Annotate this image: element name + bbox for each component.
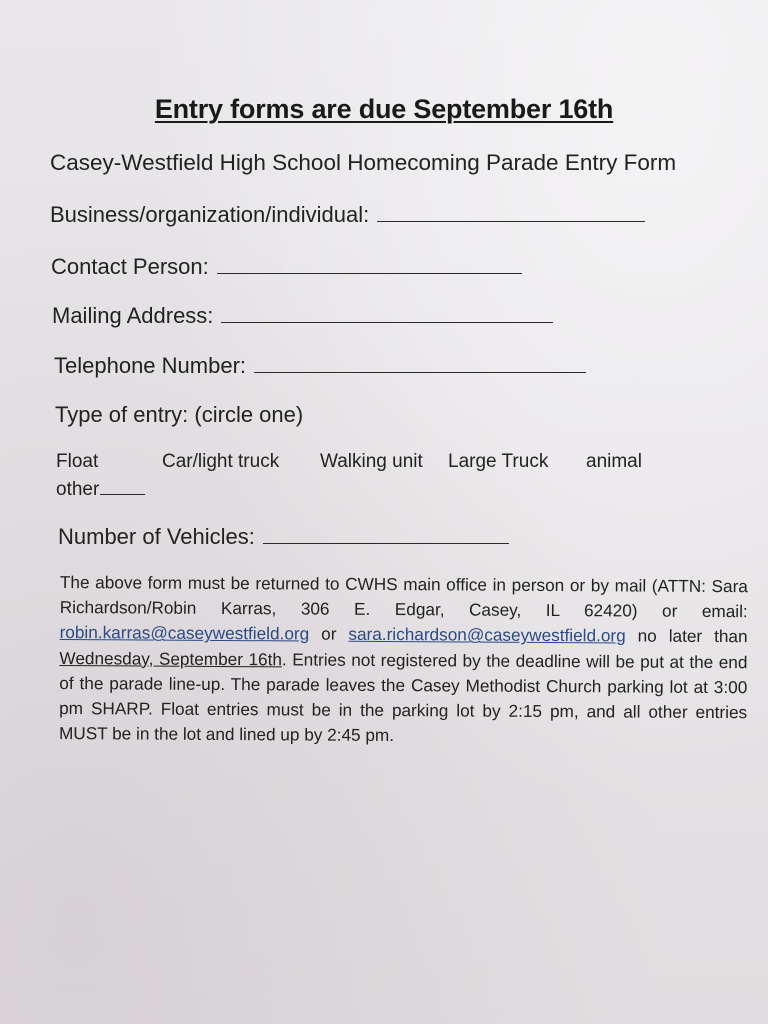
vehicles-field-blank bbox=[263, 542, 509, 544]
instructions-part-3: . Entries not registered by the deadline will be put at the end of the parade line-up. The parade leaves the Casey Methodist Church parking lot at 3:00 pm SHARP. Float entries must be in the parking lot by 2:15 pm, and all other entries MUST be in the lot and lined up by 2:45 pm. bbox=[58, 648, 748, 746]
business-field-blank bbox=[377, 220, 645, 222]
option-animal: animal bbox=[586, 451, 642, 472]
form-title: Casey-Westfield High School Homecoming Parade Entry Form bbox=[50, 150, 677, 175]
mailing-field-blank bbox=[221, 321, 553, 323]
contact-field bbox=[51, 254, 522, 280]
option-walking-unit: Walking unit bbox=[320, 451, 423, 472]
option-other bbox=[56, 479, 145, 501]
deadline-date: Wednesday, September 16th bbox=[59, 647, 283, 669]
instructions-part-1: The above form must be returned to CWHS main office in person or by mail (ATTN: Sara Richardson/Robin Karras, 306 E. Edgar, Casey, IL 62420) or email: bbox=[59, 571, 748, 622]
instructions-part-2: no later than bbox=[625, 625, 748, 647]
option-other-blank bbox=[100, 493, 145, 495]
option-float: Float bbox=[56, 451, 99, 472]
phone-field bbox=[54, 353, 586, 379]
business-field-label: Business/organization/individual: bbox=[50, 202, 370, 227]
contact-field-label: Contact Person: bbox=[51, 254, 209, 279]
phone-field-label: Telephone Number: bbox=[54, 353, 247, 378]
vehicles-field-label: Number of Vehicles: bbox=[58, 524, 255, 549]
option-car-light-truck: Car/light truck bbox=[162, 451, 280, 472]
due-date-heading: Entry forms are due September 16th bbox=[154, 94, 614, 124]
business-field bbox=[50, 202, 645, 228]
phone-field-blank bbox=[254, 371, 586, 373]
instructions-paragraph bbox=[59, 570, 748, 751]
email-link-sara[interactable]: sara.richardson@caseywestfield.org bbox=[348, 624, 626, 646]
mailing-field-label: Mailing Address: bbox=[52, 303, 214, 328]
email-link-robin[interactable]: robin.karras@caseywestfield.org bbox=[59, 622, 310, 644]
mailing-field bbox=[52, 303, 553, 329]
contact-field-blank bbox=[217, 272, 522, 274]
option-large-truck: Large Truck bbox=[448, 451, 549, 472]
entry-type-label: Type of entry: (circle one) bbox=[55, 402, 304, 427]
vehicles-field bbox=[58, 524, 509, 550]
instructions-or: or bbox=[309, 623, 349, 645]
option-other-label: other bbox=[56, 479, 100, 500]
